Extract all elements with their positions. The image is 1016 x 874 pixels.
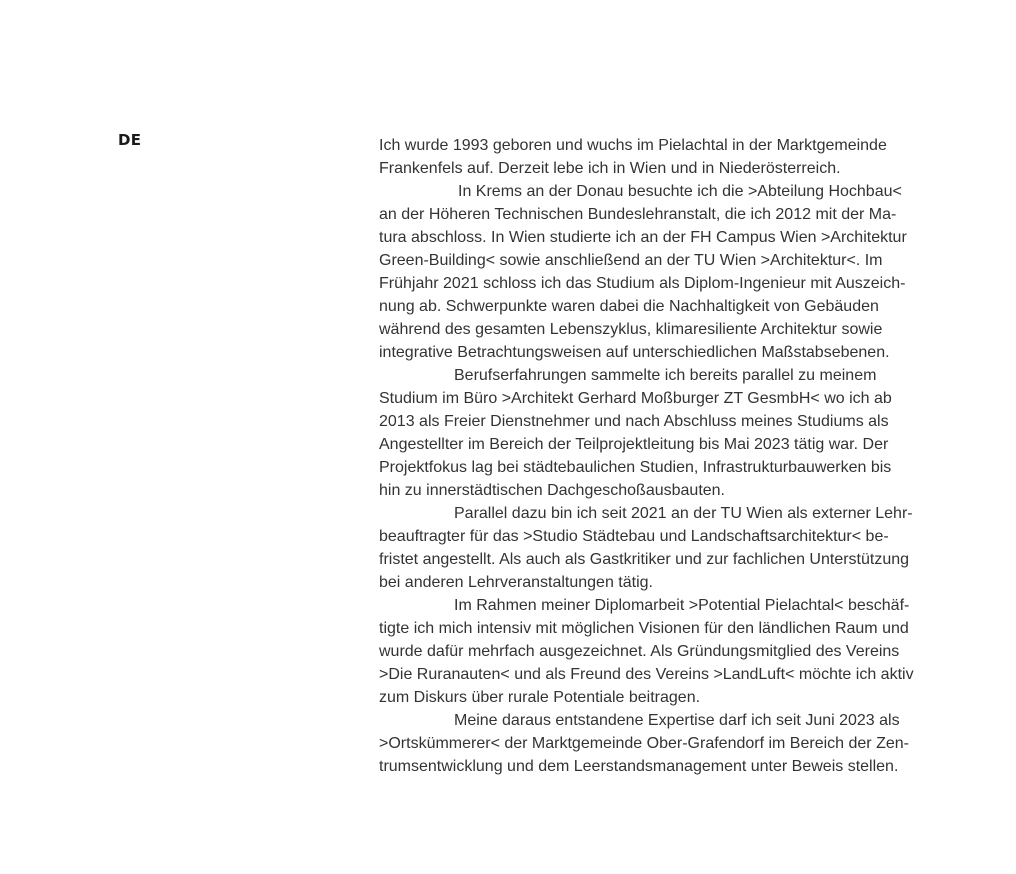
biography-text [379, 134, 979, 778]
text-line: Studium im Büro >Architekt Gerhard Moßburger ZT GesmbH< wo ich ab [379, 390, 892, 407]
text-line: >Ortskümmerer< der Marktgemeinde Ober-Grafendorf im Bereich der Zen- [379, 735, 909, 752]
language-label: DE [118, 131, 142, 149]
text-line: Projektfokus lag bei städtebaulichen Studien, Infrastrukturbauwerken bis [379, 459, 892, 476]
text-line: tura abschloss. In Wien studierte ich an der FH Campus Wien >Architektur [379, 229, 907, 246]
text-line: Meine daraus entstandene Expertise darf ich seit Juni 2023 als [454, 712, 900, 729]
text-line: Green-Building< sowie anschließend an der TU Wien >Architektur<. Im [379, 252, 883, 269]
text-line: >Die Ruranauten< und als Freund des Vereins >LandLuft< möchte ich aktiv [379, 666, 914, 683]
text-line: hin zu innerstädtischen Dachgeschoßausbauten. [379, 482, 725, 499]
text-line: bei anderen Lehrveranstaltungen tätig. [379, 574, 653, 591]
text-line: Angestellter im Bereich der Teilprojektleitung bis Mai 2023 tätig war. Der [379, 436, 889, 453]
text-line: Parallel dazu bin ich seit 2021 an der TU Wien als externer Lehr- [454, 505, 913, 522]
text-line: Frühjahr 2021 schloss ich das Studium als Diplom-Ingenieur mit Auszeich- [379, 275, 906, 292]
text-line: während des gesamten Lebenszyklus, klimaresiliente Architektur sowie [379, 321, 883, 338]
text-line: wurde dafür mehrfach ausgezeichnet. Als Gründungsmitglied des Vereins [379, 643, 900, 660]
text-line: integrative Betrachtungsweisen auf unterschiedlichen Maßstabsebenen. [379, 344, 890, 361]
text-line: nung ab. Schwerpunkte waren dabei die Nachhaltigkeit von Gebäuden [379, 298, 879, 315]
text-line: Frankenfels auf. Derzeit lebe ich in Wien und in Niederösterreich. [379, 160, 841, 177]
text-line: trumsentwicklung und dem Leerstandsmanagement unter Beweis stellen. [379, 758, 899, 775]
text-line: zum Diskurs über rurale Potentiale beitragen. [379, 689, 701, 706]
text-line: In Krems an der Donau besuchte ich die >Abteilung Hochbau< [458, 183, 902, 200]
text-line: 2013 als Freier Dienstnehmer und nach Abschluss meines Studiums als [379, 413, 889, 430]
text-line: beauftragter für das >Studio Städtebau und Landschaftsarchitektur< be- [379, 528, 889, 545]
text-line: fristet angestellt. Als auch als Gastkritiker und zur fachlichen Unterstützung [379, 551, 910, 568]
text-line: Ich wurde 1993 geboren und wuchs im Pielachtal in der Marktgemeinde [379, 137, 887, 154]
text-line: Berufserfahrungen sammelte ich bereits parallel zu meinem [454, 367, 877, 384]
text-line: an der Höheren Technischen Bundeslehranstalt, die ich 2012 mit der Ma- [379, 206, 897, 223]
text-line: Im Rahmen meiner Diplomarbeit >Potential Pielachtal< beschäf- [454, 597, 910, 614]
text-line: tigte ich mich intensiv mit möglichen Visionen für den ländlichen Raum und [379, 620, 909, 637]
